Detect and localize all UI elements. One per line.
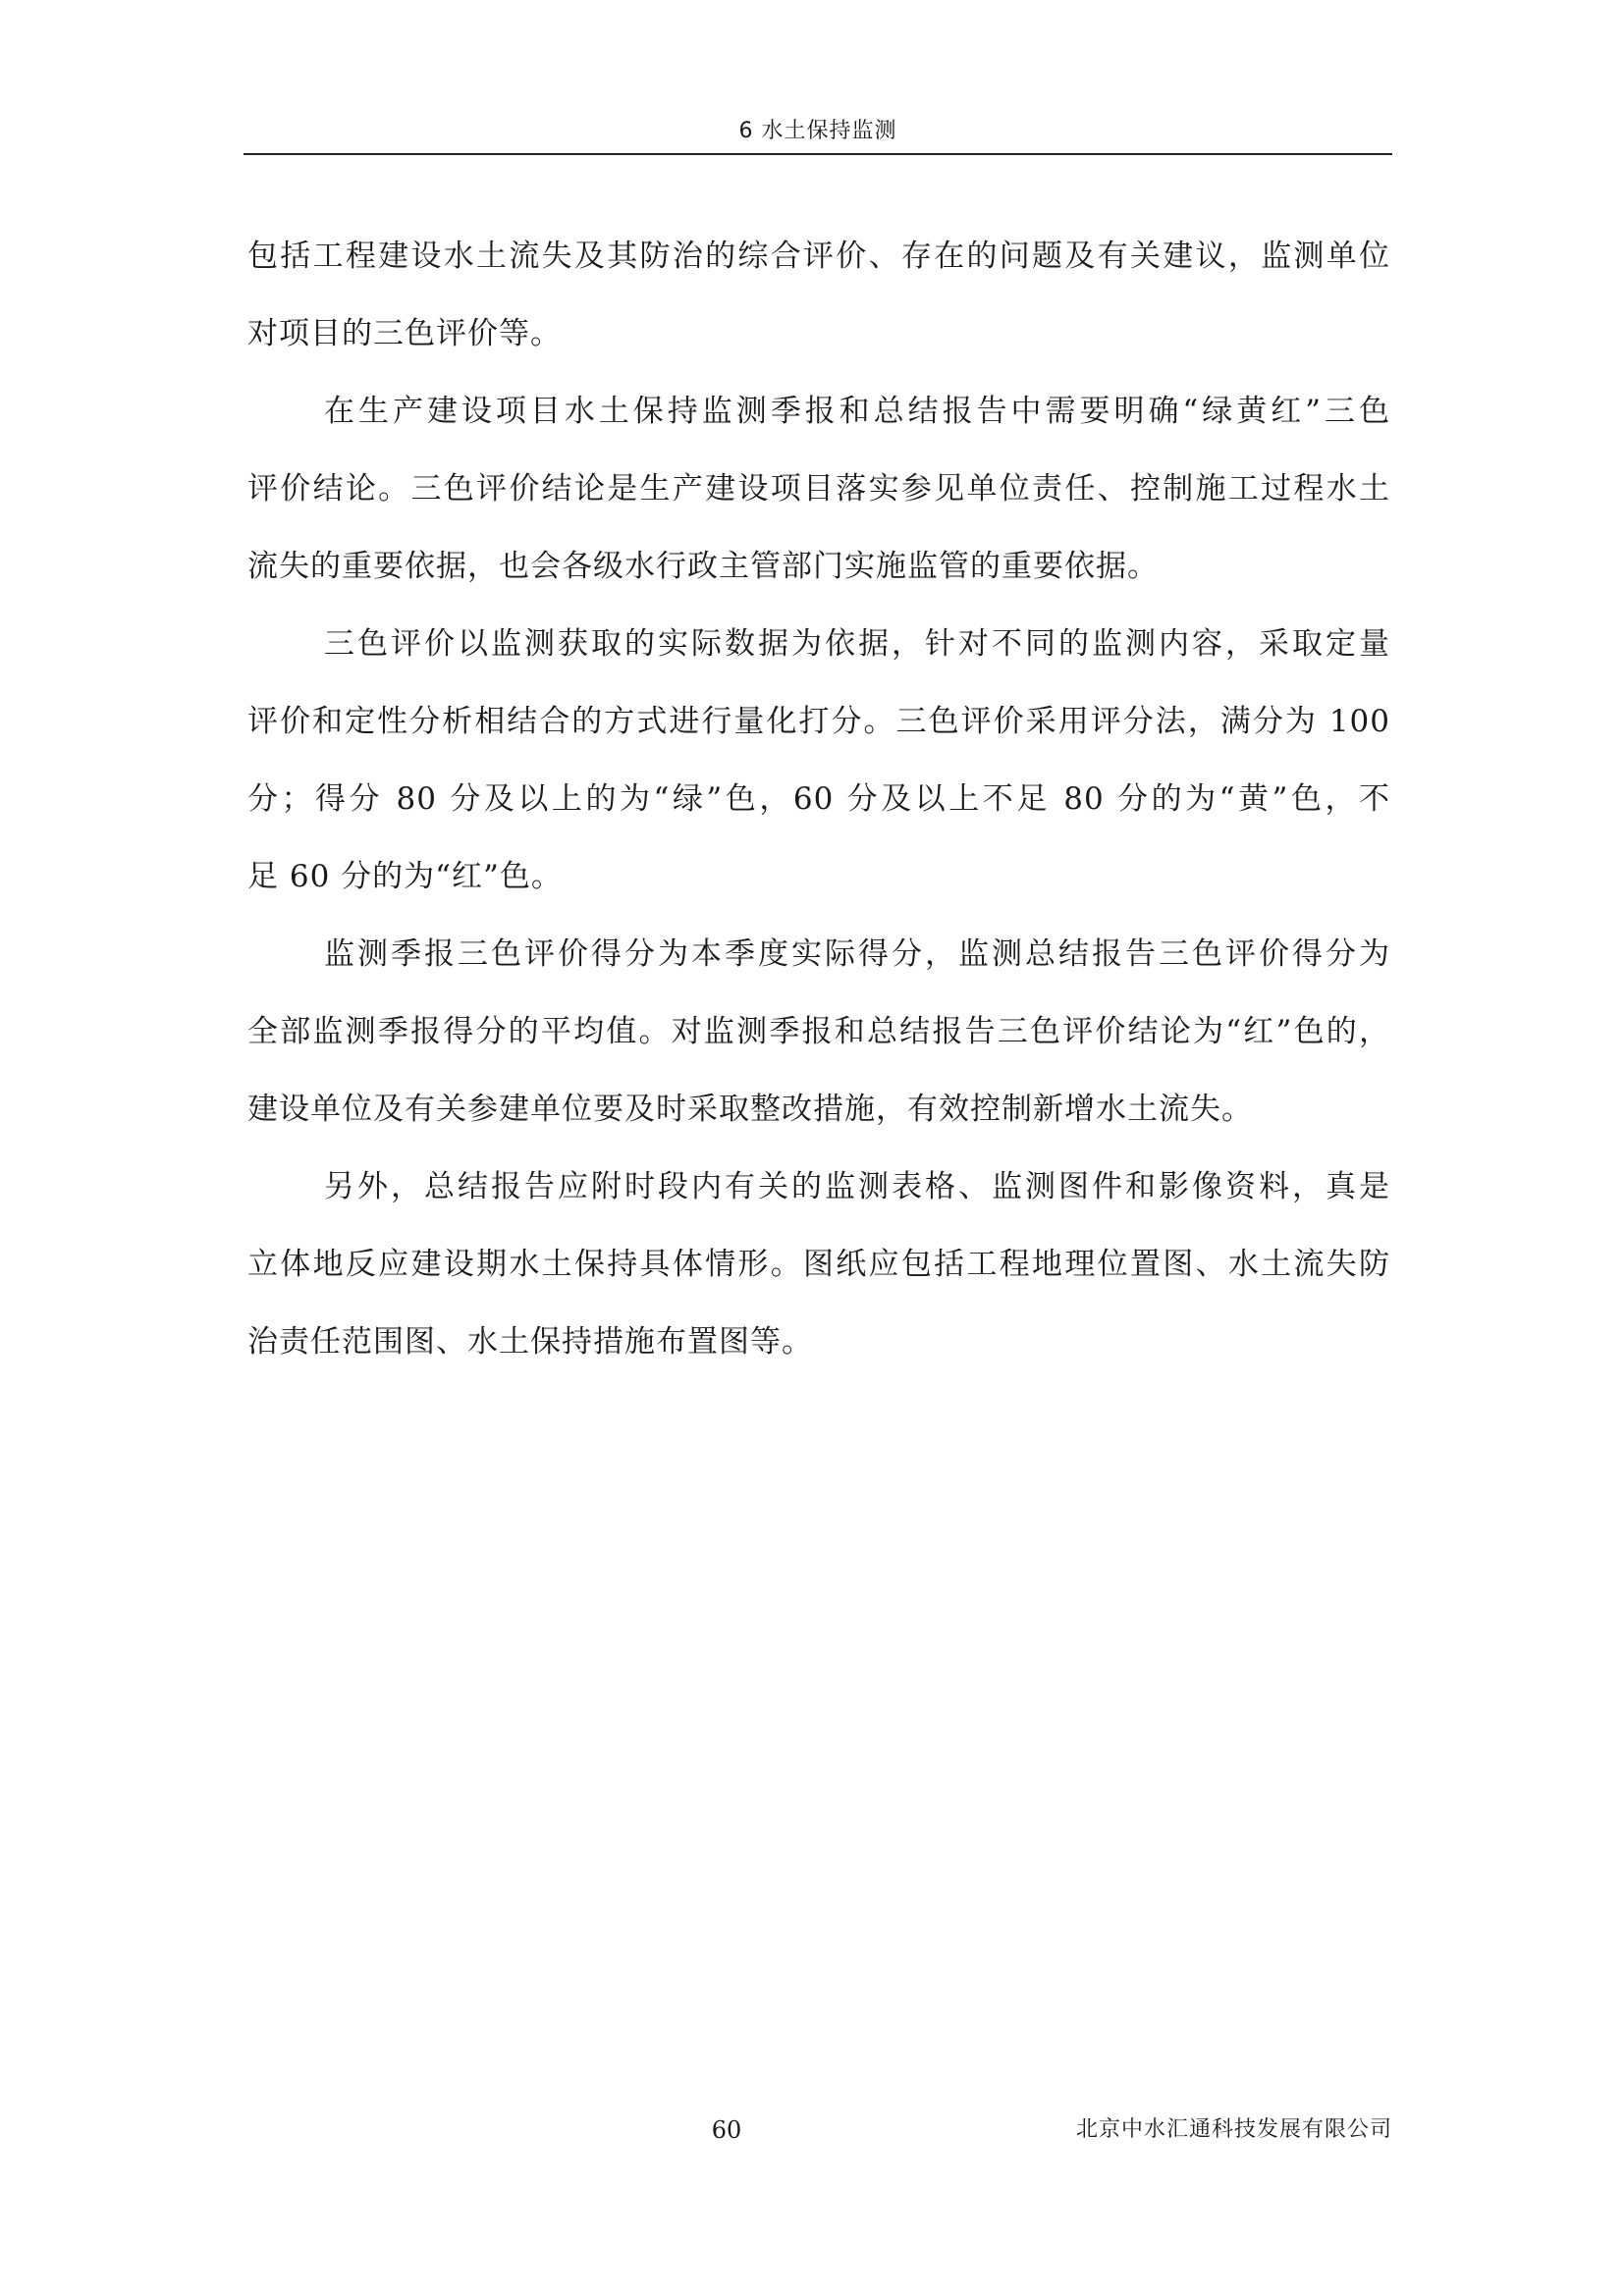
paragraph-line: 分；得分 80 分及以上的为“绿”色，60 分及以上不足 80 分的为“黄”色，不 <box>247 781 1390 817</box>
paragraph-3 <box>247 606 1390 916</box>
paragraph-line: 全部监测季报得分的平均值。对监测季报和总结报告三色评价结论为“红”色的， <box>247 1014 1390 1049</box>
paragraph-1 <box>247 218 1390 373</box>
paragraph-5 <box>247 1148 1390 1381</box>
paragraph-4 <box>247 916 1390 1148</box>
paragraph-line: 立体地反应建设期水土保持具体情形。图纸应包括工程地理位置图、水土流失防 <box>247 1247 1390 1282</box>
paragraph-line: 流失的重要依据，也会各级水行政主管部门实施监管的重要依据。 <box>247 549 1159 584</box>
paragraph-line: 监测季报三色评价得分为本季度实际得分，监测总结报告三色评价得分为 <box>324 936 1390 972</box>
paragraph-line: 在生产建设项目水土保持监测季报和总结报告中需要明确“绿黄红”三色 <box>324 394 1390 429</box>
paragraph-line: 足 60 分的为“红”色。 <box>247 859 563 894</box>
paragraph-line: 另外，总结报告应附时段内有关的监测表格、监测图件和影像资料，真是 <box>324 1169 1390 1204</box>
paragraph-line: 三色评价以监测获取的实际数据为依据，针对不同的监测内容，采取定量 <box>324 626 1390 662</box>
paragraph-2 <box>247 373 1390 606</box>
paragraph-line: 建设单位及有关参建单位要及时采取整改措施，有效控制新增水土流失。 <box>247 1092 1253 1127</box>
footer-company-name: 北京中水汇通科技发展有限公司 <box>1075 2117 1392 2142</box>
page-number: 60 <box>711 2116 742 2144</box>
page-header: 6 水土保持监测 <box>738 119 897 143</box>
paragraph-line: 治责任范围图、水土保持措施布置图等。 <box>247 1324 813 1360</box>
header-divider <box>244 153 1392 155</box>
paragraph-line: 评价和定性分析相结合的方式进行量化打分。三色评价采用评分法，满分为 100 <box>247 704 1390 739</box>
paragraph-line: 评价结论。三色评价结论是生产建设项目落实参见单位责任、控制施工过程水土 <box>247 471 1390 507</box>
body-text <box>247 218 1390 1381</box>
paragraph-line: 对项目的三色评价等。 <box>247 316 562 351</box>
paragraph-line: 包括工程建设水土流失及其防治的综合评价、存在的问题及有关建议，监测单位 <box>247 239 1390 274</box>
